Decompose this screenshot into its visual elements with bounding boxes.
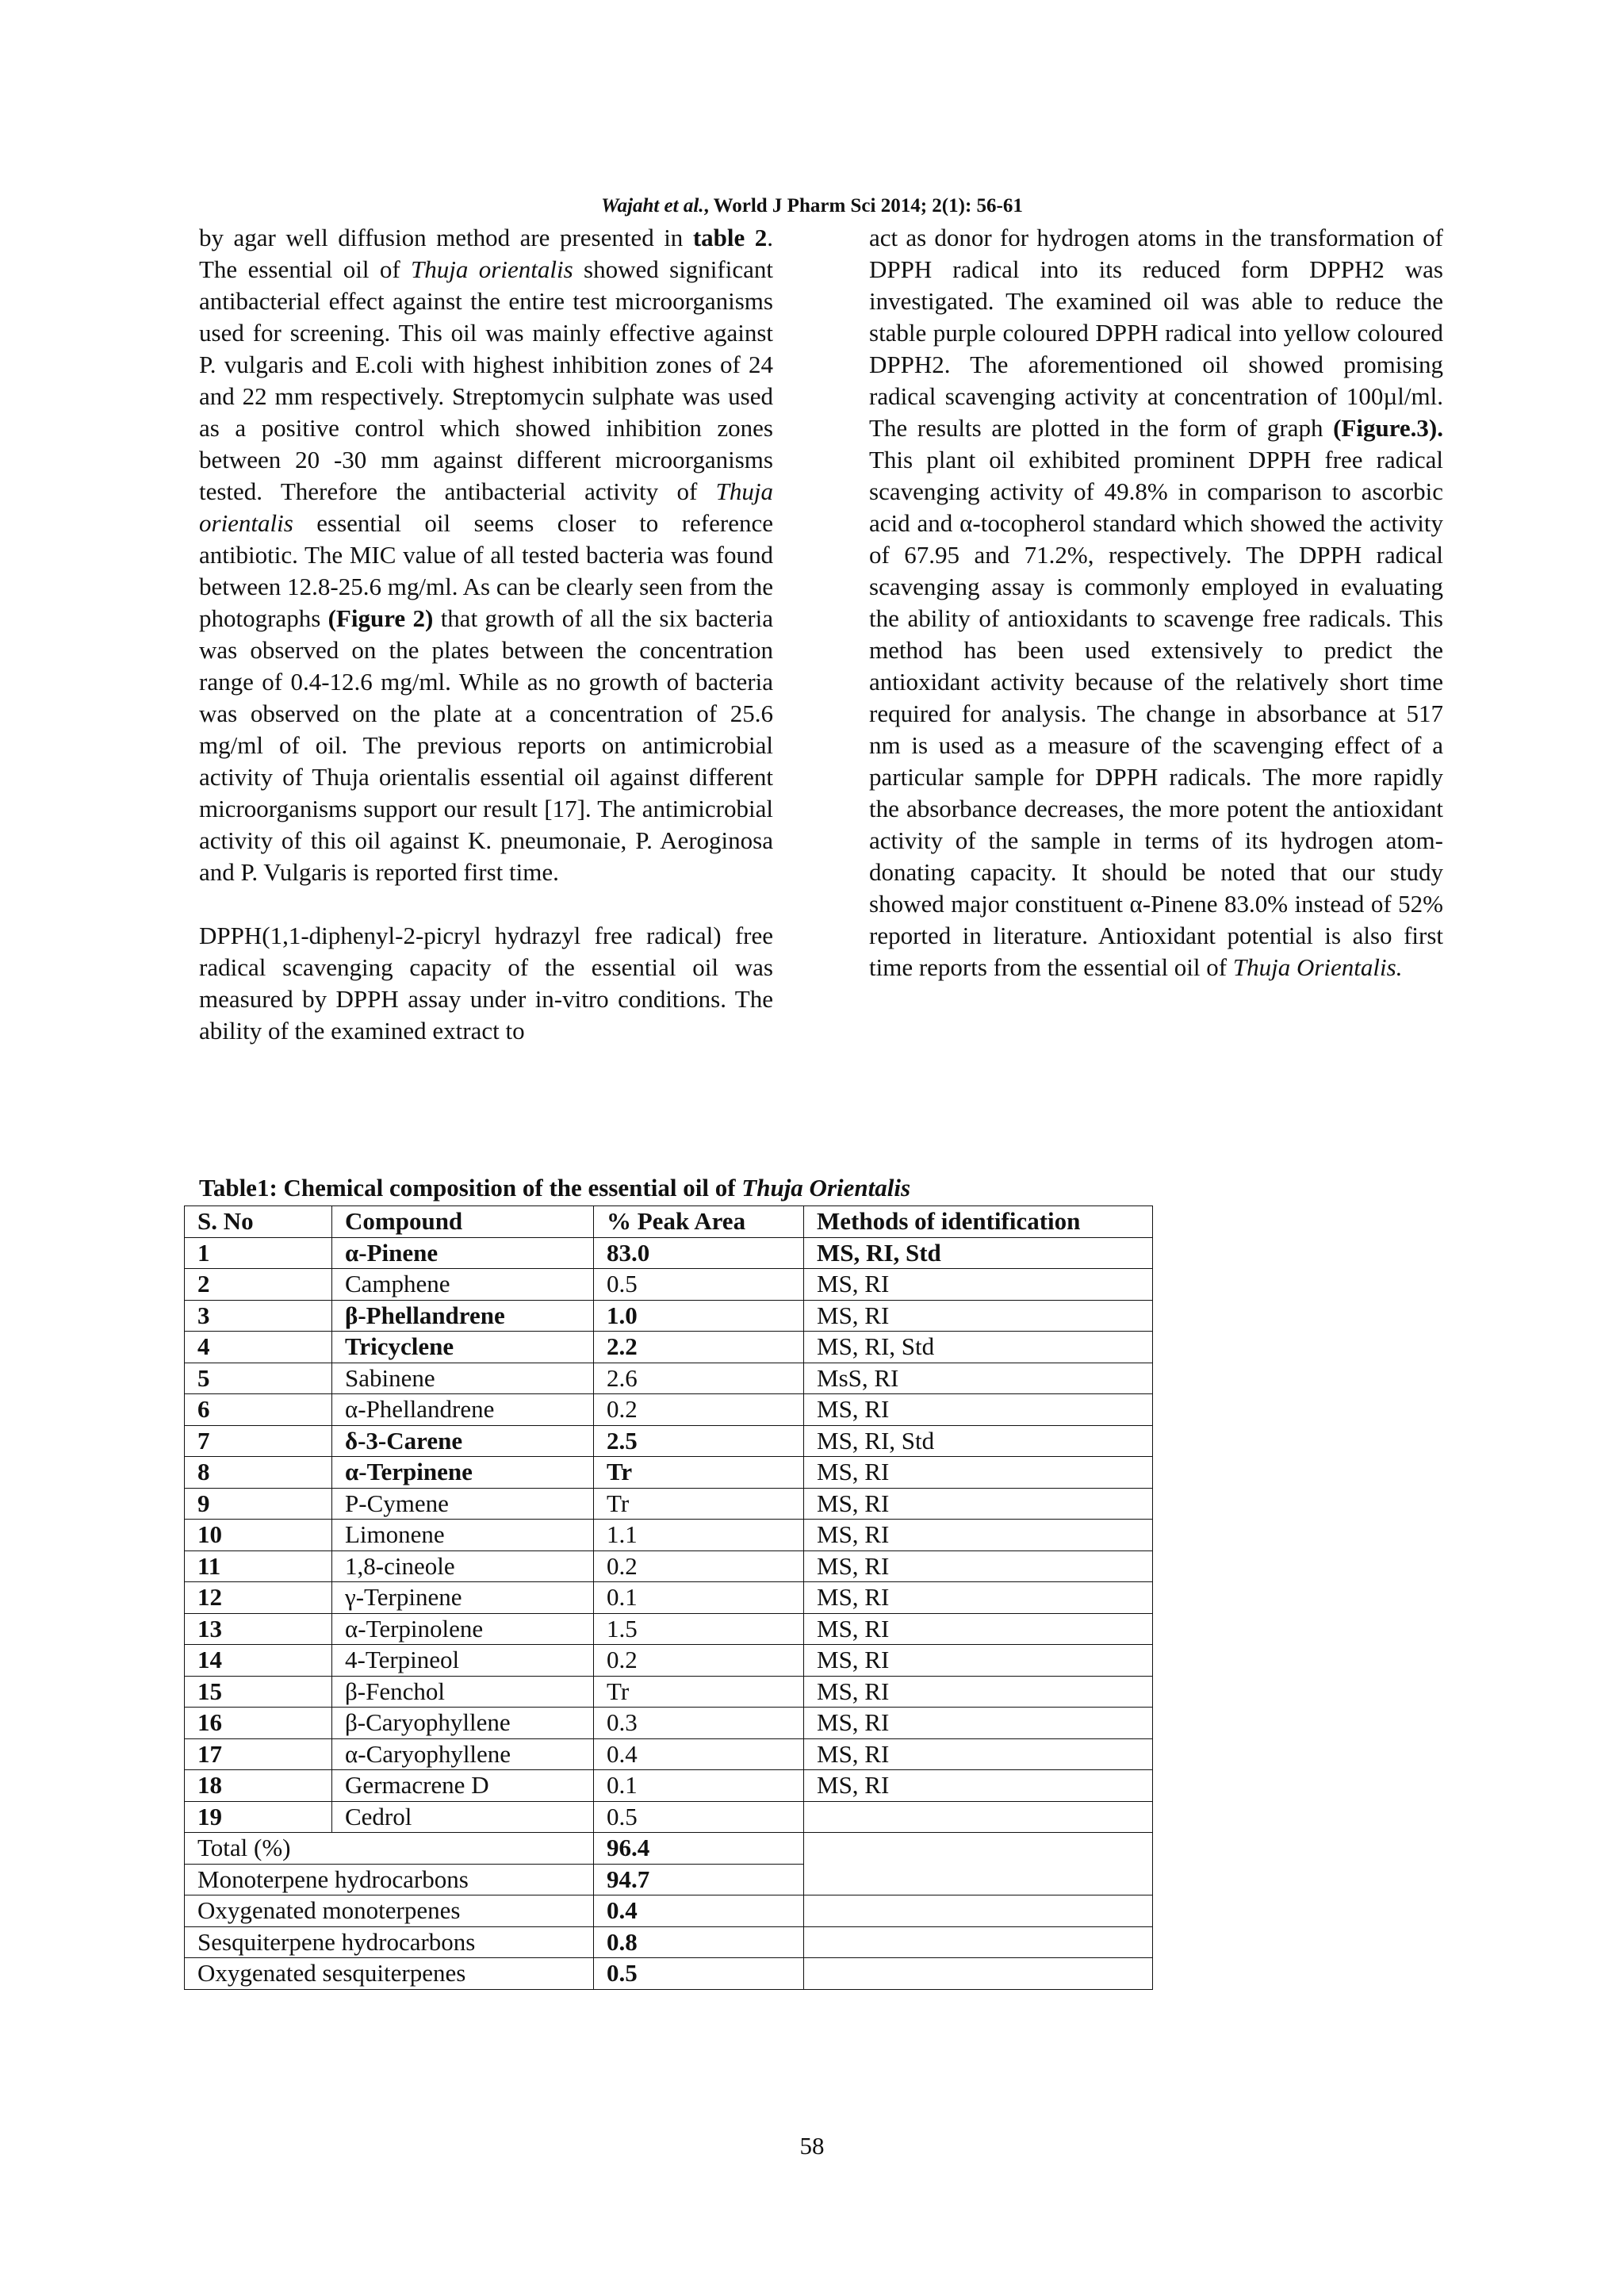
cell-method: MS, RI — [804, 1645, 1153, 1677]
table-row — [185, 1738, 1153, 1770]
summary-label: Oxygenated monoterpenes — [185, 1895, 594, 1927]
text-run: This plant oil exhibited prominent DPPH free radical scavenging activity of 49.8% in comparison to ascorbic acid and α-tocopherol standard which showed the activity of 67.95 and 71.2%, respectively. The DPPH radical scavenging assay is commonly employed in evaluating the ability of antioxidants to scavenge free radicals. This method has been used extensively to predict the antioxidant activity because of the relatively short time required for analysis. The change in absorbance at 517 nm is used as a measure of the scavenging effect of a particular sample for DPPH radicals. The more rapidly the absorbance decreases, the more potent the antioxidant activity of the sample in terms of its hydrogen atom-donating capacity. It should be noted that our study showed major constituent α-Pinene 83.0% instead of 52% reported in literature. Antioxidant potential is also first time reports from the essential oil of — [869, 446, 1443, 981]
cell-method — [804, 1801, 1153, 1833]
cell-method: MS, RI — [804, 1738, 1153, 1770]
right-column — [869, 222, 1443, 983]
cell-compound: α-Phellandrene — [332, 1394, 594, 1426]
caption-text: Table1: Chemical composition of the essential oil of — [199, 1174, 742, 1202]
cell-peak-area: 1.5 — [594, 1613, 804, 1645]
page-number: 58 — [799, 2132, 825, 2160]
cell-compound: Limonene — [332, 1520, 594, 1551]
cell-sno: 18 — [185, 1770, 332, 1802]
table-row — [185, 1676, 1153, 1708]
table-row — [185, 1269, 1153, 1301]
table-row — [185, 1332, 1153, 1363]
text-run: by agar well diffusion method are presented in — [199, 224, 693, 251]
table-caption — [199, 1174, 910, 1202]
summary-row — [185, 1958, 1153, 1990]
cell-peak-area: 0.2 — [594, 1394, 804, 1426]
table-row — [185, 1488, 1153, 1520]
table-row — [185, 1801, 1153, 1833]
species-name: Thuja Orientalis. — [1232, 953, 1403, 981]
table-row — [185, 1613, 1153, 1645]
table-header-row — [185, 1206, 1153, 1238]
cell-method: MS, RI — [804, 1488, 1153, 1520]
cell-compound: 4-Terpineol — [332, 1645, 594, 1677]
table-row — [185, 1550, 1153, 1582]
cell-method: MS, RI — [804, 1676, 1153, 1708]
empty-cell — [804, 1958, 1153, 1990]
cell-peak-area: 2.5 — [594, 1425, 804, 1457]
cell-peak-area: 83.0 — [594, 1237, 804, 1269]
paragraph-gap — [199, 888, 773, 920]
summary-label: Total (%) — [185, 1833, 594, 1865]
running-header — [0, 195, 1624, 217]
cell-sno: 1 — [185, 1237, 332, 1269]
cell-sno: 6 — [185, 1394, 332, 1426]
cell-peak-area: 0.5 — [594, 1269, 804, 1301]
cell-peak-area: 0.5 — [594, 1801, 804, 1833]
antioxidant-paragraph — [869, 222, 1443, 983]
table-row — [185, 1363, 1153, 1394]
table-row — [185, 1394, 1153, 1426]
cell-peak-area: Tr — [594, 1488, 804, 1520]
cell-sno: 4 — [185, 1332, 332, 1363]
header-methods: Methods of identification — [804, 1206, 1153, 1238]
summary-label: Oxygenated sesquiterpenes — [185, 1958, 594, 1990]
cell-peak-area: 1.1 — [594, 1520, 804, 1551]
cell-peak-area: Tr — [594, 1676, 804, 1708]
header-compound: Compound — [332, 1206, 594, 1238]
cell-sno: 16 — [185, 1708, 332, 1739]
cell-method: MS, RI — [804, 1770, 1153, 1802]
cell-compound: Camphene — [332, 1269, 594, 1301]
cell-peak-area: 1.0 — [594, 1300, 804, 1332]
composition-table — [184, 1205, 1153, 1990]
caption-species: Thuja Orientalis — [741, 1174, 911, 1202]
cell-sno: 9 — [185, 1488, 332, 1520]
cell-sno: 11 — [185, 1550, 332, 1582]
summary-value: 0.8 — [594, 1926, 804, 1958]
cell-method: MS, RI — [804, 1708, 1153, 1739]
table-row — [185, 1582, 1153, 1614]
cell-compound: 1,8-cineole — [332, 1550, 594, 1582]
figure-reference: (Figure.3). — [1333, 414, 1443, 442]
cell-sno: 5 — [185, 1363, 332, 1394]
left-column — [199, 222, 773, 1047]
cell-compound: γ-Terpinene — [332, 1582, 594, 1614]
cell-method: MS, RI — [804, 1269, 1153, 1301]
cell-peak-area: Tr — [594, 1457, 804, 1489]
text-run: act as donor for hydrogen atoms in the transformation of DPPH radical into its reduced form DPPH2 was investigated. The examined oil was able to reduce the stable purple coloured DPPH radical into yellow coloured DPPH2. The aforementioned oil showed promising radical scavenging activity at concentration of 100µl/ml. The results are plotted in the form of graph — [869, 224, 1443, 442]
cell-peak-area: 0.4 — [594, 1738, 804, 1770]
empty-cell — [804, 1926, 1153, 1958]
cell-method: MS, RI, Std — [804, 1425, 1153, 1457]
cell-method: MS, RI, Std — [804, 1237, 1153, 1269]
text-run: that growth of all the six bacteria was observed on the plates between the concentration range of 0.4-12.6 mg/ml. While as no growth of bacteria was observed on the plate at a concentration of 25.6 mg/ml of oil. The previous reports on antimicrobial activity of Thuja orientalis essential oil against different microorganisms support our result [17]. The antimicrobial activity of this oil against K. pneumonaie, P. Aeroginosa and P. Vulgaris is reported first time. — [199, 604, 773, 886]
text-run: . The essential oil of — [199, 224, 773, 283]
cell-method: MS, RI — [804, 1300, 1153, 1332]
cell-compound: P-Cymene — [332, 1488, 594, 1520]
summary-label: Monoterpene hydrocarbons — [185, 1864, 594, 1895]
header-peak-area: % Peak Area — [594, 1206, 804, 1238]
summary-row — [185, 1926, 1153, 1958]
cell-sno: 10 — [185, 1520, 332, 1551]
summary-value: 0.4 — [594, 1895, 804, 1927]
cell-compound: α-Pinene — [332, 1237, 594, 1269]
cell-sno: 8 — [185, 1457, 332, 1489]
cell-compound: δ-3-Carene — [332, 1425, 594, 1457]
cell-method: MS, RI — [804, 1582, 1153, 1614]
cell-sno: 15 — [185, 1676, 332, 1708]
cell-sno: 7 — [185, 1425, 332, 1457]
cell-compound: α-Caryophyllene — [332, 1738, 594, 1770]
cell-peak-area: 2.2 — [594, 1332, 804, 1363]
empty-cell — [804, 1895, 1153, 1927]
summary-label: Sesquiterpene hydrocarbons — [185, 1926, 594, 1958]
cell-peak-area: 0.1 — [594, 1582, 804, 1614]
species-name: Thuja orientalis — [199, 477, 773, 537]
text-run: showed significant antibacterial effect against the entire test microorganisms used for screening. This oil was mainly effective against P. vulgaris and E.coli with highest inhibition zones of 24 and 22 mm respectively. Streptomycin sulphate was used as a positive control which showed inhibition zones between 20 -30 mm against different microorganisms tested. Therefore the antibacterial activity of — [199, 255, 773, 505]
summary-row — [185, 1895, 1153, 1927]
cell-compound: Cedrol — [332, 1801, 594, 1833]
cell-sno: 2 — [185, 1269, 332, 1301]
cell-compound: Tricyclene — [332, 1332, 594, 1363]
cell-compound: α-Terpinene — [332, 1457, 594, 1489]
cell-compound: β-Caryophyllene — [332, 1708, 594, 1739]
table-row — [185, 1457, 1153, 1489]
cell-peak-area: 0.2 — [594, 1645, 804, 1677]
cell-method: MS, RI — [804, 1613, 1153, 1645]
header-sno: S. No — [185, 1206, 332, 1238]
cell-sno: 17 — [185, 1738, 332, 1770]
table-row — [185, 1645, 1153, 1677]
cell-sno: 12 — [185, 1582, 332, 1614]
cell-peak-area: 0.2 — [594, 1550, 804, 1582]
cell-sno: 19 — [185, 1801, 332, 1833]
table-row — [185, 1708, 1153, 1739]
cell-peak-area: 0.1 — [594, 1770, 804, 1802]
table-row — [185, 1237, 1153, 1269]
figure-reference: (Figure 2) — [327, 604, 434, 632]
cell-compound: α-Terpinolene — [332, 1613, 594, 1645]
header-authors: Wajaht et al. — [601, 195, 704, 217]
cell-method: MS, RI — [804, 1394, 1153, 1426]
cell-peak-area: 0.3 — [594, 1708, 804, 1739]
cell-peak-area: 2.6 — [594, 1363, 804, 1394]
cell-sno: 13 — [185, 1613, 332, 1645]
summary-value: 94.7 — [594, 1864, 804, 1895]
summary-value: 96.4 — [594, 1833, 804, 1865]
cell-method: MsS, RI — [804, 1363, 1153, 1394]
table-body — [185, 1237, 1153, 1989]
cell-sno: 14 — [185, 1645, 332, 1677]
antibacterial-paragraph — [199, 222, 773, 888]
text-run: essential oil seems closer to reference antibiotic. The MIC value of all tested bacteria was found between 12.8-25.6 mg/ml. As can be clearly seen from the photographs — [199, 509, 773, 632]
cell-method: MS, RI — [804, 1520, 1153, 1551]
table-row — [185, 1520, 1153, 1551]
species-name: Thuja orientalis — [411, 255, 573, 283]
header-citation: , World J Pharm Sci 2014; 2(1): 56-61 — [703, 195, 1023, 217]
cell-sno: 3 — [185, 1300, 332, 1332]
cell-method: MS, RI — [804, 1550, 1153, 1582]
table-row — [185, 1300, 1153, 1332]
empty-cell — [804, 1833, 1153, 1895]
summary-value: 0.5 — [594, 1958, 804, 1990]
table-row — [185, 1770, 1153, 1802]
cell-compound: β-Fenchol — [332, 1676, 594, 1708]
summary-row — [185, 1833, 1153, 1865]
dpph-paragraph: DPPH(1,1-diphenyl-2-picryl hydrazyl free radical) free radical scavenging capacity of the essential oil was measured by DPPH assay under in-vitro conditions. The ability of the examined extract to — [199, 922, 773, 1045]
cell-compound: Sabinene — [332, 1363, 594, 1394]
cell-method: MS, RI, Std — [804, 1332, 1153, 1363]
cell-method: MS, RI — [804, 1457, 1153, 1489]
cell-compound: β-Phellandrene — [332, 1300, 594, 1332]
cell-compound: Germacrene D — [332, 1770, 594, 1802]
table-row — [185, 1425, 1153, 1457]
table-reference: table 2 — [692, 224, 768, 251]
